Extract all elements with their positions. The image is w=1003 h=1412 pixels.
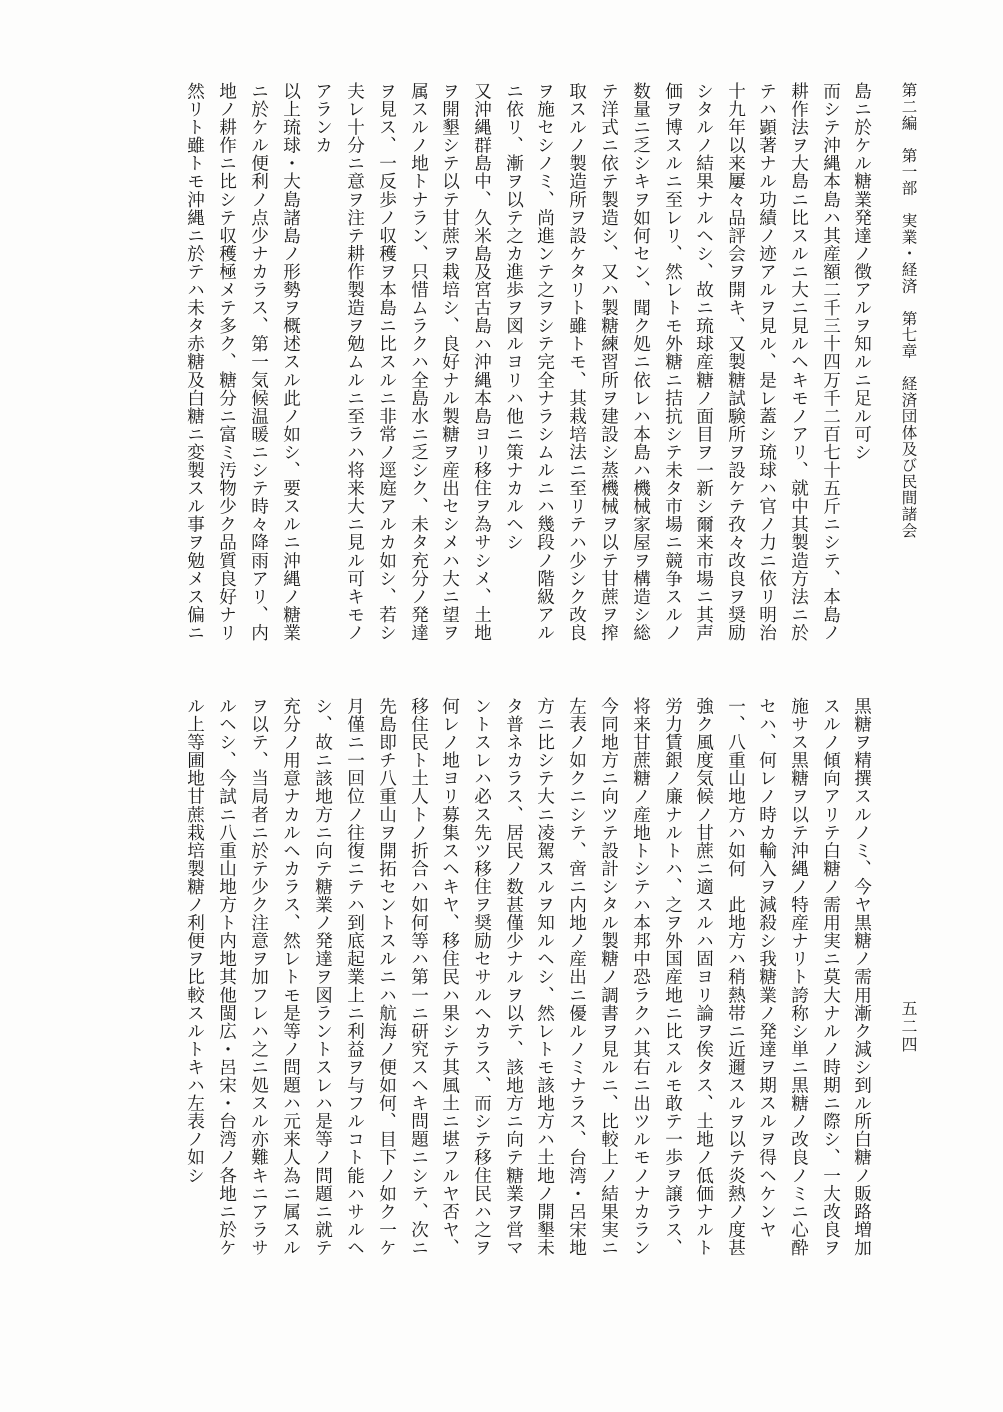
text-line: 然リト雖トモ沖縄ニ於テハ未タ赤糖及白糖ニ変製スル事ヲ勉メス偏ニ bbox=[184, 82, 205, 642]
running-header: 第二編 第一部 実業・経済 第七章 経済団体及び民間諸会 bbox=[899, 82, 918, 539]
text-line: 先島即チ八重山ヲ開拓セントスルニハ航海ノ便如何、目下ノ如ク一ケ bbox=[376, 697, 397, 1257]
text-line: 移住民ト土人トノ折合ハ如何等ハ第一ニ研究スヘキ問題ニシテ、次ニ bbox=[408, 697, 429, 1257]
text-line: 価ヲ博スルニ至レリ、然レトモ外糖ニ拮抗シテ未タ市場ニ競争スルノ bbox=[662, 82, 683, 642]
text-line: ヲ開墾シテ以テ甘蔗ヲ栽培シ、良好ナル製糖ヲ産出セシメハ大ニ望ヲ bbox=[439, 82, 460, 642]
text-line: セハ、何レノ時カ輸入ヲ減殺シ我糖業ノ発達ヲ期スルヲ得ヘケンヤ bbox=[756, 697, 777, 1239]
text-line: 取スルノ製造所ヲ設ケタリト雖トモ、其栽培法ニ至リテハ少シク改良 bbox=[566, 82, 587, 642]
text-line: シタルノ結果ナルヘシ、故ニ琉球産糖ノ面目ヲ一新シ爾来市場ニ其声 bbox=[693, 82, 714, 642]
text-line: 数量ニ乏シキヲ如何セン、聞ク処ニ依レハ本島ハ機械家屋ヲ構造シ総 bbox=[630, 82, 651, 642]
text-line: 労力賃銀ノ廉ナルトハ、之ヲ外国産地ニ比スルモ敢テ一歩ヲ譲ラス、 bbox=[662, 697, 683, 1257]
text-line: 一、八重山地方ハ如何 此地方ハ稍熱帯ニ近邇スルヲ以テ炎熱ノ度甚 bbox=[725, 697, 746, 1257]
text-line: 月僅ニ一回位ノ往復ニテハ到底起業上ニ利益ヲ与フルコト能ハサルヘ bbox=[344, 697, 365, 1257]
text-line: 耕作法ヲ大島ニ比スルニ大ニ見ルヘキモノアリ、就中其製造方法ニ於 bbox=[788, 82, 809, 642]
text-line: テ洋式ニ依テ製造シ、又ハ製糖練習所ヲ建設シ蒸機械ヲ以テ甘蔗ヲ搾 bbox=[598, 82, 619, 642]
text-line: 又沖縄群島中、久米島及宮古島ハ沖縄本島ヨリ移住ヲ為サシメ、土地 bbox=[471, 82, 492, 642]
text-line: タ普ネカラス、居民ノ数甚僅少ナルヲ以テ、該地方ニ向テ糖業ヲ営マ bbox=[503, 697, 524, 1257]
page-number: 五二四 bbox=[899, 1000, 918, 1054]
text-line: ニ依リ、漸ヲ以テ之カ進歩ヲ図ルヨリハ他ニ策ナカルヘシ bbox=[503, 82, 524, 552]
text-line: アランカ bbox=[312, 82, 333, 155]
text-line: ニ於ケル便利ノ点少ナカラス、第一気候温暖ニシテ時々降雨アリ、内 bbox=[248, 82, 269, 642]
text-line: ルヘシ、今試ニ八重山地方ト内地其他閩広・呂宋・台湾ノ各地ニ於ケ bbox=[216, 697, 237, 1257]
text-line: 島ニ於ケル糖業発達ノ徴アルヲ知ルニ足ル可シ bbox=[851, 82, 872, 462]
text-line: 而シテ沖縄本島ハ其産額二千三十四万千二百七十五斤ニシテ、本島ノ bbox=[820, 82, 841, 642]
text-line: 将来甘蔗糖ノ産地トシテハ本邦中恐ラクハ其右ニ出ツルモノナカラン bbox=[630, 697, 651, 1257]
text-line: 今同地方ニ向ツテ設計シタル製糖ノ調書ヲ見ルニ、比較上ノ結果実ニ bbox=[598, 697, 619, 1257]
text-line: 地ノ耕作ニ比シテ収穫極メテ多ク、糖分ニ富ミ汚物少ク品質良好ナリ bbox=[216, 82, 237, 642]
text-line: 方ニ比シテ大ニ凌駕スルヲ知ルヘシ、然レトモ該地方ハ土地ノ開墾未 bbox=[534, 697, 555, 1257]
text-line: 施サス黒糖ヲ以テ沖縄ノ特産ナリト誇称シ単ニ黒糖ノ改良ノミニ心酔 bbox=[788, 697, 809, 1257]
text-line: 夫レ十分ニ意ヲ注テ耕作製造ヲ勉ムルニ至ラハ将来大ニ見ル可キモノ bbox=[344, 82, 365, 642]
text-line: スルノ傾向アリテ白糖ノ需用実ニ莫大ナルノ時期ニ際シ、一大改良ヲ bbox=[820, 697, 841, 1257]
text-line: テハ顕著ナル功績ノ迹アルヲ見ル、是レ蓋シ琉球ハ官ノ力ニ依リ明治 bbox=[756, 82, 777, 642]
text-line: 以上琉球・大島諸島ノ形勢ヲ概述スル此ノ如シ、要スルニ沖縄ノ糖業 bbox=[280, 82, 301, 642]
text-line: 黒糖ヲ精撰スルノミ、今ヤ黒糖ノ需用漸ク減シ到ル所白糖ノ販路増加 bbox=[851, 697, 872, 1257]
text-line: ヲ以テ、当局者ニ於テ少ク注意ヲ加フレハ之ニ処スル亦難キニアラサ bbox=[248, 697, 269, 1257]
text-line: ヲ施セシノミ、尚進ンテ之ヲシテ完全ナラシムルニハ幾段ノ階級アル bbox=[534, 82, 555, 642]
text-line: 充分ノ用意ナカルヘカラス、然レトモ是等ノ問題ハ元来人為ニ属スル bbox=[280, 697, 301, 1257]
text-line: ヲ見ス、一反歩ノ収穫ヲ本島ニ比スルニ非常ノ逕庭アルカ如シ、若シ bbox=[376, 82, 397, 642]
text-line: 左表ノ如クニシテ、啻ニ内地ノ産出ニ優ルノミナラス、台湾・呂宋地 bbox=[566, 697, 587, 1257]
text-line: 何レノ地ヨリ募集スヘキヤ、移住民ハ果シテ其風土ニ堪フルヤ否ヤ、 bbox=[439, 697, 460, 1257]
text-line: ル上等圃地甘蔗栽培製糖ノ利便ヲ比較スルトキハ左表ノ如シ bbox=[184, 697, 205, 1185]
text-line: 属スルノ地トナラン、只惜ムラクハ全島水ニ乏シク、未タ充分ノ発達 bbox=[408, 82, 429, 642]
text-line: 十九年以来屢々品評会ヲ開キ、又製糖試験所ヲ設ケテ孜々改良ヲ奨励 bbox=[725, 82, 746, 642]
text-line: シ、故ニ該地方ニ向テ糖業ノ発達ヲ図ラントスレハ是等ノ問題ニ就テ bbox=[312, 697, 333, 1257]
text-line: ントスレハ必ス先ツ移住ヲ奨励セサルヘカラス、而シテ移住民ハ之ヲ bbox=[471, 697, 492, 1257]
text-line: 強ク風度気候ノ甘蔗ニ適スルハ固ヨリ論ヲ俟タス、土地ノ低価ナルト bbox=[693, 697, 714, 1257]
